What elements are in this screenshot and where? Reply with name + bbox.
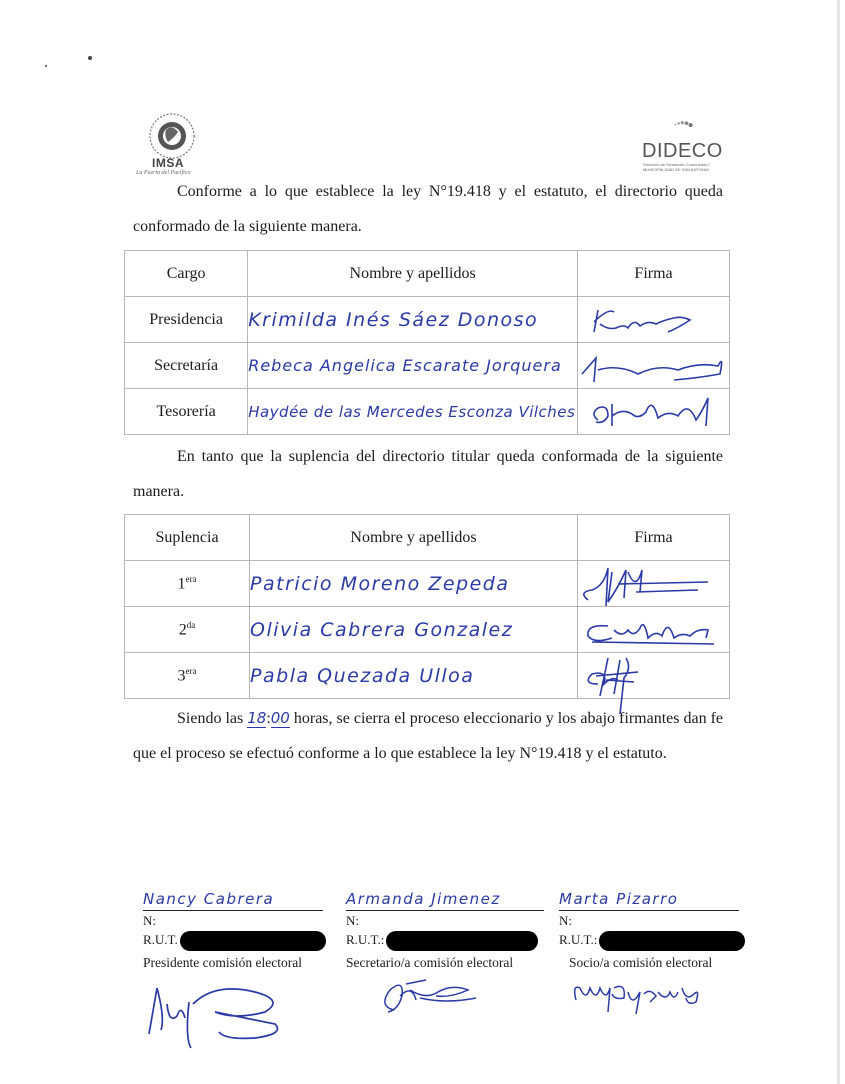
rut-label: R.U.T.: xyxy=(346,932,385,947)
order-number: 1 xyxy=(177,575,186,593)
suplencia-order xyxy=(125,653,250,699)
cargo-cell: Tesorería xyxy=(125,389,248,435)
order-suffix: era xyxy=(185,573,197,584)
handwritten-signature xyxy=(145,978,295,1050)
header-firma: Firma xyxy=(578,251,730,297)
handwritten-name: Olivia Cabrera Gonzalez xyxy=(250,607,578,653)
suplencia-table xyxy=(124,514,730,699)
cargo-cell: Presidencia xyxy=(125,297,248,343)
signer-presidente xyxy=(143,888,328,972)
handwritten-name: Armanda Jimenez xyxy=(346,888,544,911)
imsa-logo-text: IMSA xyxy=(152,156,184,170)
handwritten-name: Marta Pizarro xyxy=(559,888,739,911)
n-label: N: xyxy=(143,913,156,928)
signature-cell xyxy=(578,561,730,607)
cargo-cell: Secretaría xyxy=(125,343,248,389)
handwritten-signature xyxy=(578,344,728,388)
suplencia-order xyxy=(125,561,250,607)
signer-role: Presidente comisión electoral xyxy=(143,955,302,971)
signer-role: Secretario/a comisión electoral xyxy=(346,955,514,971)
n-label: N: xyxy=(559,913,572,928)
header-cargo: Cargo xyxy=(125,251,248,297)
redacted-rut xyxy=(386,931,538,951)
signature-cell xyxy=(578,343,730,389)
handwritten-name: Haydée de las Mercedes Esconza Vilches xyxy=(248,389,578,435)
table-row xyxy=(125,607,730,653)
table-header-row xyxy=(125,251,730,297)
signature-cell xyxy=(578,297,730,343)
handwritten-signature xyxy=(578,654,728,698)
redacted-rut xyxy=(599,931,745,951)
header-suplencia: Suplencia xyxy=(125,515,250,561)
intro-paragraph: Conforme a lo que establece la ley N°19.418 y el estatuto, el directorio queda conformado de la siguiente manera. xyxy=(133,183,723,235)
handwritten-signature xyxy=(578,608,728,652)
handwritten-signature xyxy=(570,978,710,1018)
handwritten-name: Patricio Moreno Zepeda xyxy=(250,561,578,607)
dideco-logo-subtitle: Dirección de Desarrollo Comunitario I. MUNICIPALIDAD DE SAN ANTONIO xyxy=(643,162,711,172)
scan-speck xyxy=(45,65,47,67)
signature-cell xyxy=(578,389,730,435)
handwritten-name: Nancy Cabrera xyxy=(143,888,323,911)
closing-text-before: Siendo las xyxy=(177,710,244,727)
table-row xyxy=(125,561,730,607)
suplencia-paragraph: En tanto que la suplencia del directorio titular queda conformada de la siguiente manera. xyxy=(133,448,723,500)
signature-cell xyxy=(578,653,730,699)
handwritten-name: Krimilda Inés Sáez Donoso xyxy=(248,297,578,343)
handwritten-signature xyxy=(578,298,728,342)
table-row xyxy=(125,389,730,435)
handwritten-hour: 18 xyxy=(247,709,267,727)
rut-label: R.U.T.: xyxy=(559,932,598,947)
n-label: N: xyxy=(346,913,359,928)
order-number: 2 xyxy=(178,621,187,639)
table-header-row xyxy=(125,515,730,561)
signer-socio xyxy=(559,888,759,972)
header-nombre: Nombre y apellidos xyxy=(248,251,578,297)
signature-cell xyxy=(578,607,730,653)
signer-secretario xyxy=(346,888,546,972)
header-nombre: Nombre y apellidos xyxy=(250,515,578,561)
order-suffix: era xyxy=(185,665,197,676)
rut-label: R.U.T. xyxy=(143,932,178,947)
scan-speck xyxy=(88,56,92,60)
closing-text-after: horas, se cierra el proceso eleccionario y los abajo firmantes dan fe que el proceso se efectuó conforme a lo que establece la ley N°19.418 y el estatuto. xyxy=(133,710,723,762)
signer-role: Socio/a comisión electoral xyxy=(569,955,713,971)
redacted-rut xyxy=(180,931,326,951)
suplencia-order xyxy=(125,607,250,653)
dideco-logo-text: DIDECO xyxy=(642,140,723,162)
order-number: 3 xyxy=(177,667,186,685)
header-firma: Firma xyxy=(578,515,730,561)
handwritten-signature xyxy=(578,562,728,606)
table-row xyxy=(125,343,730,389)
table-row xyxy=(125,297,730,343)
closing-paragraph: Siendo las 18:00 horas, se cierra el proceso eleccionario y los abajo firmantes dan fe que el proceso se efectuó conforme a lo que establece la ley N°19.418 y el estatuto. xyxy=(133,709,723,762)
imsa-logo-subtitle: La Puerta del Pacífico xyxy=(136,170,191,176)
handwritten-name: Rebeca Angelica Escarate Jorquera xyxy=(248,343,578,389)
directorio-table xyxy=(124,250,730,435)
order-suffix: da xyxy=(186,619,196,630)
handwritten-signature xyxy=(376,970,486,1018)
handwritten-signature xyxy=(578,390,728,434)
handwritten-name: Pabla Quezada Ulloa xyxy=(250,653,578,699)
table-row xyxy=(125,653,730,699)
handwritten-minutes: 00 xyxy=(270,709,290,727)
